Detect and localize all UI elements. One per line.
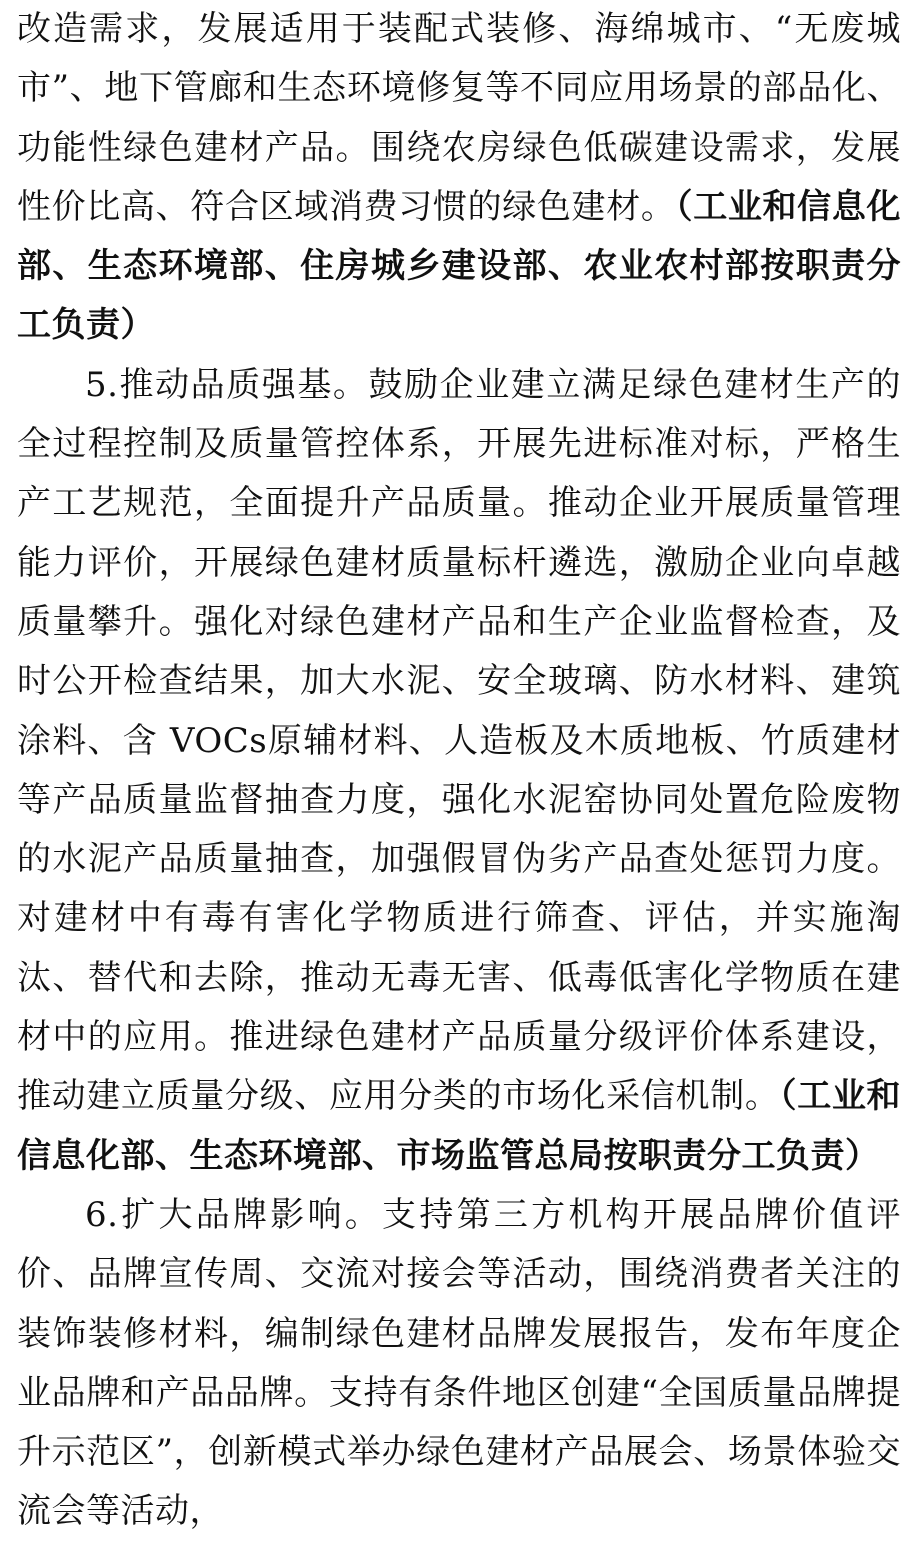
- document-body: [17, 0, 902, 1532]
- responsible-agencies: （工业和信息化部、生态环境部、住房城乡建设部、农业农村部按职责分工负责）: [17, 186, 902, 346]
- paragraph-text: 6.扩大品牌影响。支持第三方机构开展品牌价值评价、品牌宣传周、交流对接会等活动，围绕消费者关注的装饰装修材料，编制绿色建材品牌发展报告，发布年度企业品牌和产品品牌。支持有条件地区创建“全国质量品牌提升示范区”，创新模式举办绿色建材产品展会、场景体验交流会等活动，: [17, 1194, 901, 1532]
- paragraph-continuation: [17, 0, 901, 356]
- paragraph-item-6: [17, 1186, 901, 1542]
- paragraph-text: 5.推动品质强基。鼓励企业建立满足绿色建材生产的全过程控制及质量管控体系，开展先进标准对标，严格生产工艺规范，全面提升产品质量。推动企业开展质量管理能力评价，开展绿色建材质量标杆遴选，激励企业向卓越质量攀升。强化对绿色建材产品和生产企业监督检查，及时公开检查结果，加大水泥、安全玻璃、防水材料、建筑涂料、含 VOCs原辅材料、人造板及木质地板、竹质建材等产品质量监督抽查力度，强化水泥窑协同处置危险废物的水泥产品质量抽查，加强假冒伪劣产品查处惩罚力度。对建材中有毒有害化学物质进行筛查、评估，并实施淘汰、替代和去除，推动无毒无害、低毒低害化学物质在建材中的应用。推进绿色建材产品质量分级评价体系建设，推动建立质量分级、应用分类的市场化采信机制。: [17, 364, 901, 1117]
- paragraph-text: 改造需求，发展适用于装配式装修、海绵城市、“无废城市”、地下管廊和生态环境修复等不同应用场景的部品化、功能性绿色建材产品。围绕农房绿色低碳建设需求，发展性价比高、符合区域消费习惯的绿色建材。: [17, 9, 901, 227]
- paragraph-item-5: [17, 356, 901, 1186]
- responsible-agencies: （工业和信息化部、生态环境部、市场监管总局按职责分工负责）: [17, 1076, 902, 1176]
